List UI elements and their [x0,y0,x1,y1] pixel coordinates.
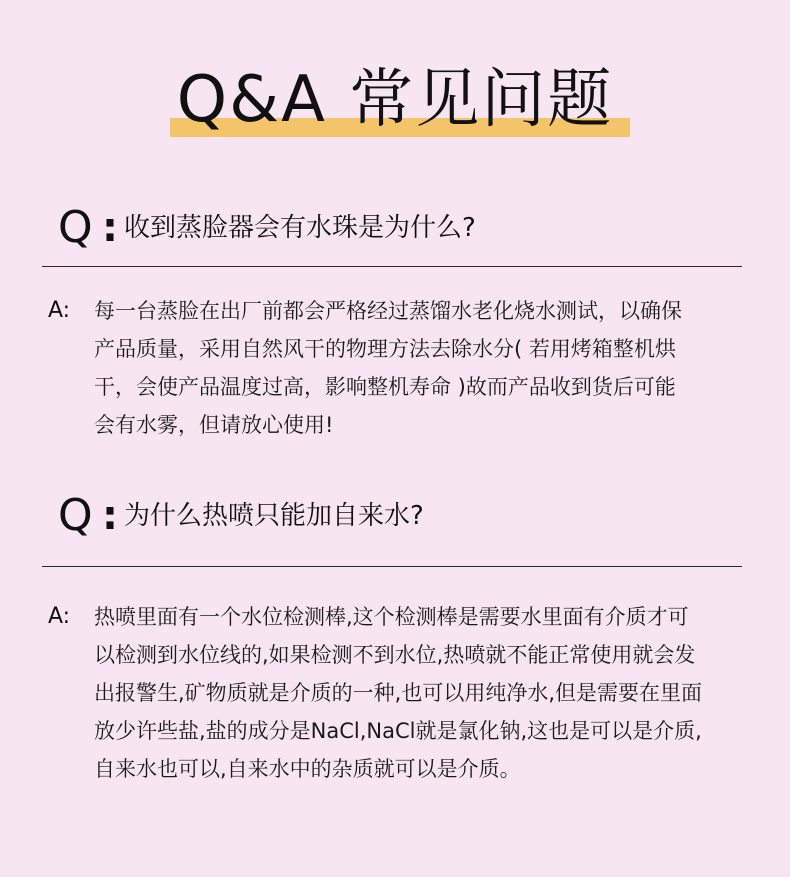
answer-line: 自来水也可以,自来水中的杂质就可以是介质。 [94,757,521,781]
answer-line: 产品质量，采用自然风干的物理方法去除水分( 若用烤箱整机烘 [94,337,676,361]
answer-line: 热喷里面有一个水位检测棒,这个检测棒是需要水里面有介质才可 [94,605,689,629]
answer-line: 出报警生,矿物质就是介质的一种,也可以用纯净水,但是需要在里面 [94,681,703,705]
answer-text [94,598,774,788]
answer-line: 每一台蒸脸在出厂前都会严格经过蒸馏水老化烧水测试，以确保 [94,299,682,323]
answer-text [94,292,774,444]
divider [42,566,742,567]
divider [42,266,742,267]
question-colon: : [102,205,118,251]
answer-mark-label: A: [48,604,71,629]
answer-line: 以检测到水位线的,如果检测不到水位,热喷就不能正常使用就会发 [94,643,696,667]
page-title: Q&A 常见问题 [176,63,614,137]
faq-question-1 [58,198,476,258]
answer-mark-label: A: [48,298,71,323]
question-colon: : [102,493,118,539]
question-mark-label: Q [58,202,93,253]
question-text: 为什么热喷只能加自来水? [124,501,424,531]
answer-line: 会有水雾，但请放心使用! [94,413,334,437]
answer-line: 干，会使产品温度过高，影响整机寿命 )故而产品收到货后可能 [94,375,676,399]
page-title-section [0,60,790,150]
question-text: 收到蒸脸器会有水珠是为什么? [124,213,476,243]
answer-line: 放少许些盐,盐的成分是NaCl,NaCl就是氯化钠,这也是可以是介质, [94,719,702,743]
faq-question-2 [58,486,424,546]
question-mark-label: Q [58,490,93,541]
